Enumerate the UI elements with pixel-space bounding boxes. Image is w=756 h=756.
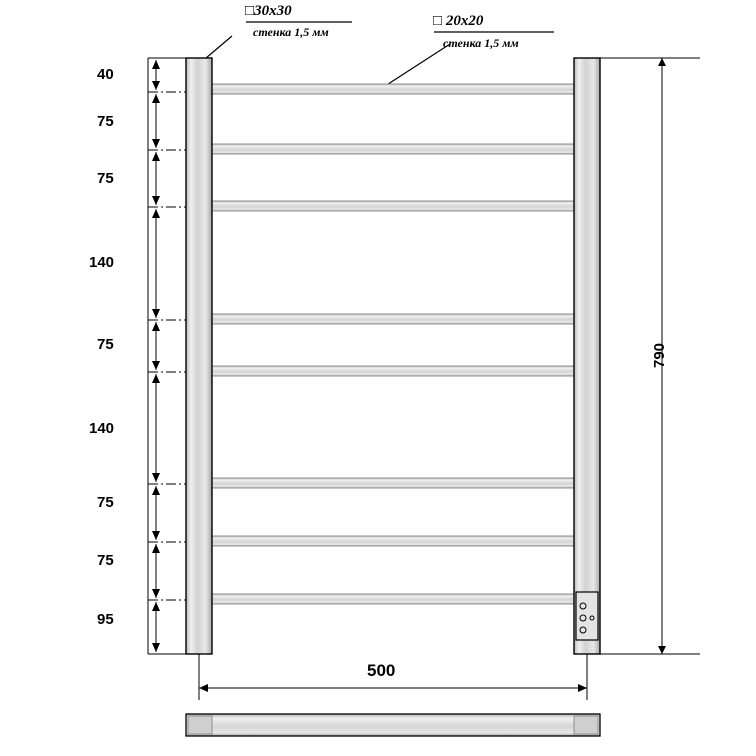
callout-profile-20-wall: стенка 1,5 мм bbox=[443, 36, 519, 50]
towel-rail-body bbox=[186, 58, 600, 654]
callout-profile-30-wall: стенка 1,5 мм bbox=[253, 25, 329, 39]
dimension-left-2: 75 bbox=[97, 113, 114, 130]
dimension-left-4: 140 bbox=[89, 254, 115, 271]
control-box-shape bbox=[576, 592, 598, 640]
square-symbol-icon: □ bbox=[245, 3, 255, 19]
callout-profile-20-size bbox=[433, 13, 483, 30]
dimension-left-1: 40 bbox=[97, 66, 114, 83]
rungs bbox=[205, 84, 581, 604]
right-post-shape bbox=[574, 58, 600, 654]
dimension-left-8: 75 bbox=[97, 552, 114, 569]
dimension-left-9: 95 bbox=[97, 611, 114, 628]
dimension-left-3: 75 bbox=[97, 170, 114, 187]
square-symbol-icon-2: □ bbox=[433, 13, 443, 29]
dimension-left-6: 140 bbox=[89, 420, 115, 437]
callout-30-value: 30x30 bbox=[254, 3, 292, 19]
dimension-overall-height: 790 bbox=[651, 342, 668, 368]
left-post-shape bbox=[186, 58, 212, 654]
right-overall-dimension bbox=[600, 58, 700, 654]
dimension-left-7: 75 bbox=[97, 494, 114, 511]
dimension-overall-width: 500 bbox=[367, 661, 396, 680]
dimension-left-5: 75 bbox=[97, 336, 114, 353]
callout-profile-30-size bbox=[245, 3, 292, 20]
bottom-view-shape bbox=[186, 714, 600, 736]
callout-20-value: 20x20 bbox=[445, 13, 484, 29]
